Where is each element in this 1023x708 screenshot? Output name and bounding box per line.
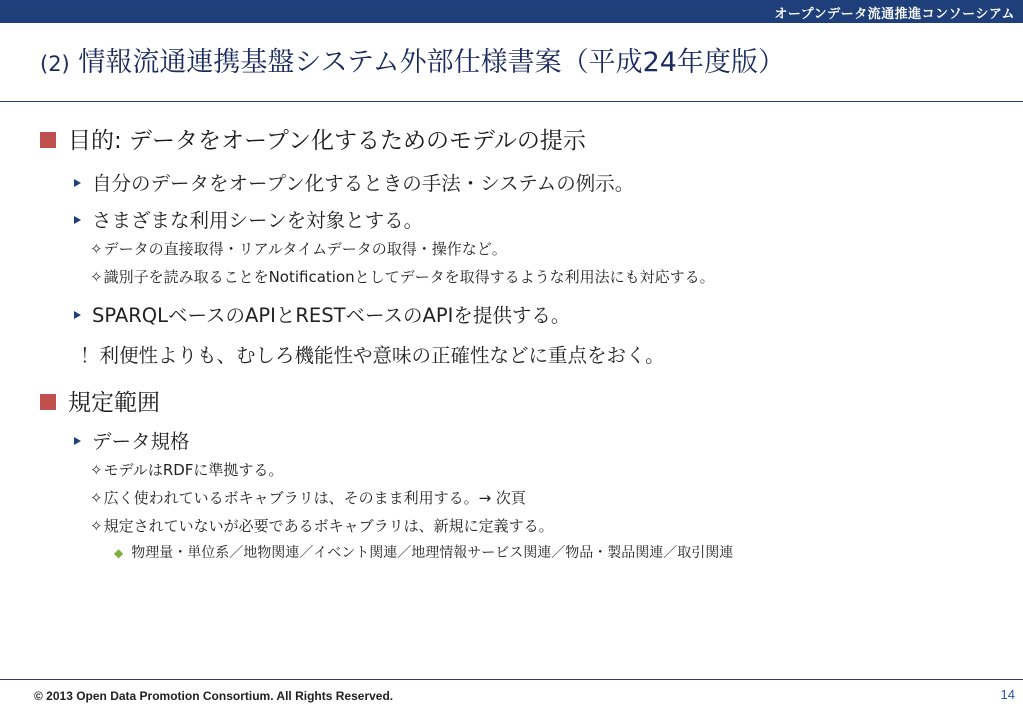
- sub-list-item: [90, 238, 507, 259]
- list-item-text: SPARQLベースのAPIとRESTベースのAPIを提供する。: [92, 304, 571, 327]
- triangle-bullet-icon: [74, 311, 81, 319]
- footer-divider: [0, 679, 1023, 680]
- sub-list-item-text: モデルはRDFに準拠する。: [103, 461, 284, 479]
- sub-list-item-text: 広く使われているボキャブラリは、そのまま利用する。→ 次頁: [103, 489, 526, 507]
- detail-list-item-text: 物理量・単位系／地物関連／イベント関連／地理情報サービス関連／物品・製品関連／取引関連: [131, 545, 734, 561]
- list-item: [74, 205, 423, 233]
- star-bullet-icon: ✧: [90, 517, 103, 535]
- section-scope-heading: 規定範囲: [68, 390, 160, 416]
- square-bullet-icon: [40, 394, 56, 410]
- organization-name: オープンデータ流通推進コンソーシアム: [774, 7, 1015, 22]
- section-purpose: [40, 122, 586, 155]
- triangle-bullet-icon: [74, 216, 81, 224]
- sub-list-item: [90, 459, 283, 480]
- sub-list-item: [90, 487, 526, 508]
- star-bullet-icon: ✧: [90, 489, 103, 507]
- slide-title-text: 情報流通連携基盤システム外部仕様書案（平成24年度版）: [69, 47, 785, 78]
- page-number: 14: [1000, 687, 1015, 702]
- diamond-bullet-icon: ◆: [114, 546, 124, 560]
- star-bullet-icon: ✧: [90, 268, 103, 286]
- list-item-text: データ規格: [92, 430, 190, 453]
- list-item: [74, 426, 190, 454]
- sub-list-item-text: データの直接取得・リアルタイムデータの取得・操作など。: [103, 240, 507, 258]
- header-bar: [0, 0, 1023, 23]
- section-purpose-heading: 目的: データをオープン化するためのモデルの提示: [68, 128, 586, 154]
- star-bullet-icon: ✧: [90, 461, 103, 479]
- sub-list-item: [90, 266, 715, 287]
- copyright-notice: © 2013 Open Data Promotion Consortium. All Rights Reserved.: [34, 689, 394, 703]
- square-bullet-icon: [40, 132, 56, 148]
- section-scope: [40, 384, 160, 417]
- emphasis-note: ！利便性よりも、むしろ機能性や意味の正確性などに重点をおく。: [80, 344, 665, 367]
- detail-list-item: [114, 542, 733, 562]
- title-divider: [0, 101, 1023, 102]
- star-bullet-icon: ✧: [90, 240, 103, 258]
- list-item: [74, 300, 570, 328]
- triangle-bullet-icon: [74, 179, 81, 187]
- slide-title: [40, 40, 785, 79]
- list-item-text: 自分のデータをオープン化するときの手法・システムの例示。: [92, 172, 635, 195]
- triangle-bullet-icon: [74, 437, 81, 445]
- sub-list-item: [90, 515, 554, 536]
- sub-list-item-text: 識別子を読み取ることをNotificationとしてデータを取得するような利用法にも対応する。: [103, 268, 715, 286]
- list-item: [74, 168, 634, 196]
- slide-title-number: (2): [40, 52, 70, 76]
- sub-list-item-text: 規定されていないが必要であるボキャブラリは、新規に定義する。: [103, 517, 554, 535]
- list-item-text: さまざまな利用シーンを対象とする。: [92, 209, 424, 232]
